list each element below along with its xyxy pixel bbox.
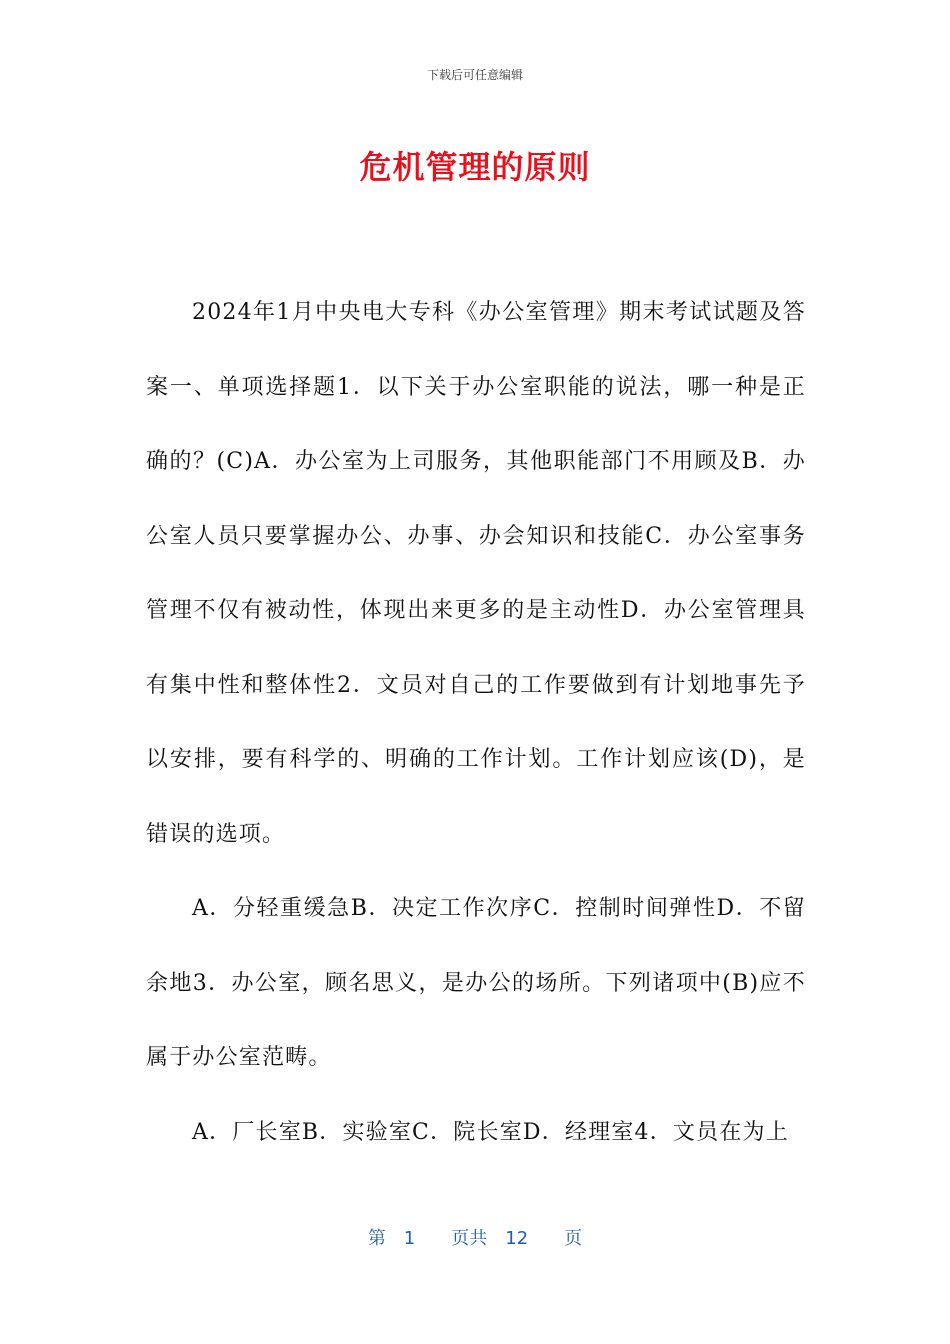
page-title: 危机管理的原则 — [359, 148, 591, 186]
paragraph-1: 2024年1月中央电大专科《办公室管理》期末考试试题及答案一、单项选择题1．以下关于办公室职能的说法，哪一种是正确的？(C)A．办公室为上司服务，其他职能部门不用顾及B．办公室人员只要掌握办公、办事、办会知识和技能C．办公室事务管理不仅有被动性，体现出来更多的是主动性D．办公室管理具有集中性和整体性2．文员对自己的工作要做到有计划地事先予以安排，要有科学的、明确的工作计划。工作计划应该(D)，是错误的选项。 — [146, 300, 806, 847]
paragraph-3: A．厂长室B．实验室C．院长室D．经理室4．文员在为上 — [192, 1119, 789, 1145]
document-body — [146, 276, 806, 1170]
header-note: 下载后可任意编辑 — [426, 68, 523, 82]
page-footer: 第 1 页共 12 页 — [367, 1228, 583, 1249]
paragraph-2: A．分轻重缓急B．决定工作次序C．控制时间弹性D．不留余地3．办公室，顾名思义，是办公的场所。下列诸项中(B)应不属于办公室范畴。 — [146, 896, 806, 1070]
